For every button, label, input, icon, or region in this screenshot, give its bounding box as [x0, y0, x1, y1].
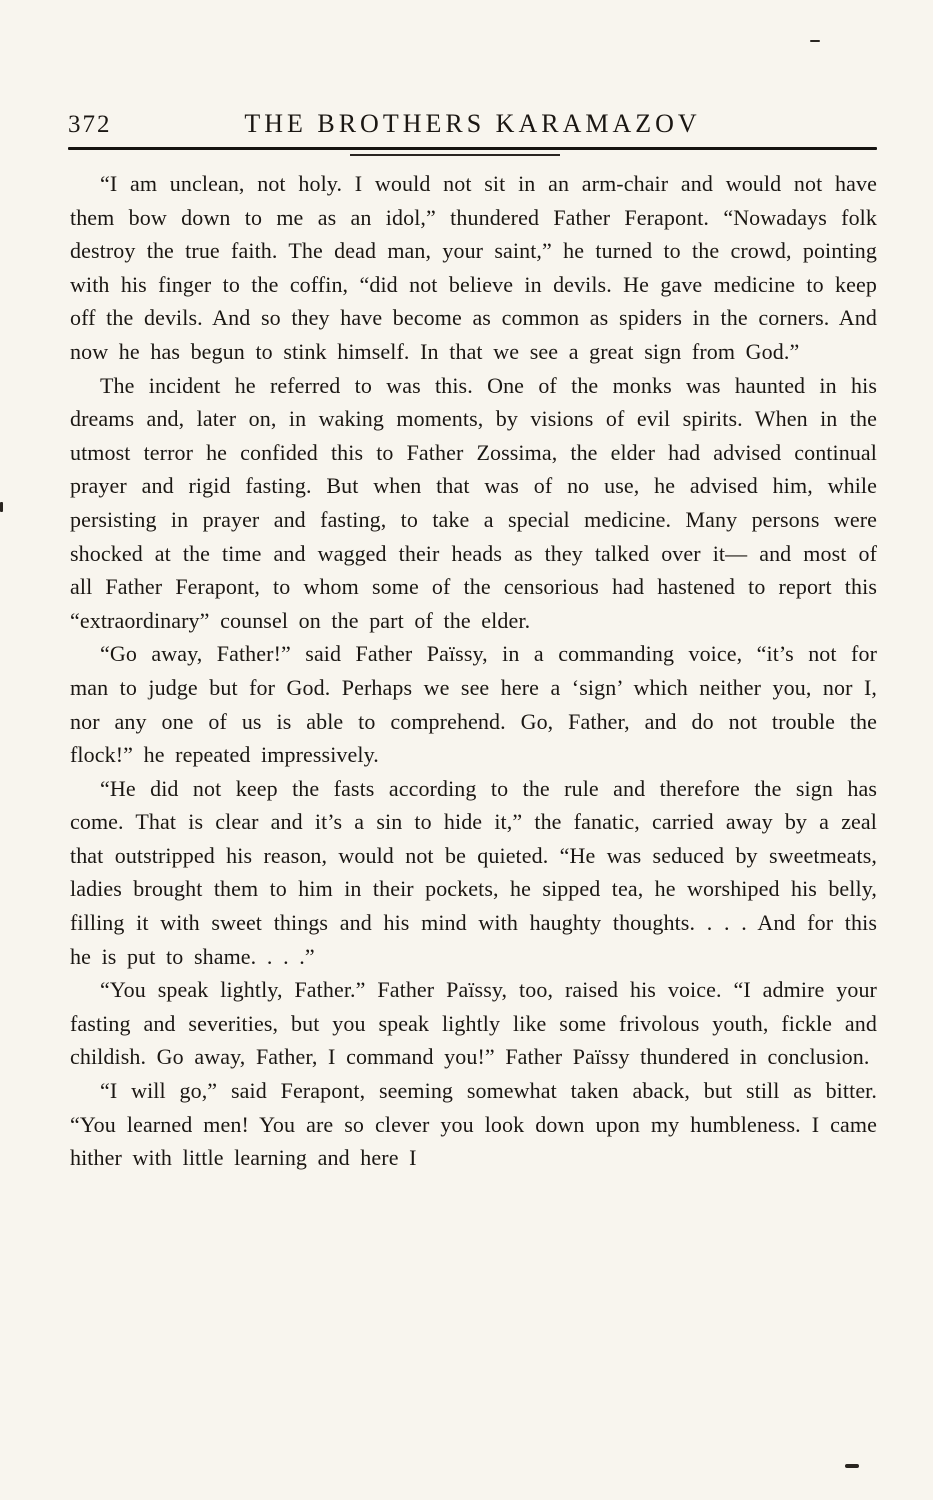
header-rule-double-stroke [350, 154, 560, 156]
paragraph-1: “I am unclean, not holy. I would not sit in an arm-chair and would not have them bow down to me as an idol,” thundered Father Ferapont. “Nowadays folk destroy the true faith. The dead man, your saint,” he turned to the crowd, pointing with his finger to the coffin, “did not believe in devils. He gave medicine to keep off the devils. And so they have become as common as spiders in the corners. And now he has begun to stink himself. In that we see a great sign from God.” [70, 171, 877, 364]
scan-speck-top-right [810, 40, 820, 42]
page-text [70, 167, 877, 1175]
paragraph-4: “He did not keep the fasts according to the rule and therefore the sign has come. That is clear and it’s a sin to hide it,” the fanatic, carried away by a zeal that outstripped his reason, would not be quieted. “He was seduced by sweetmeats, ladies brought them to him in their pockets, he sipped tea, he worshiped his belly, filling it with sweet things and his mind with haughty thoughts. . . . And for this he is put to shame. . . .” [70, 775, 877, 969]
scan-speck-bottom-right [845, 1464, 859, 1468]
page-number: 372 [68, 111, 112, 138]
scan-speck-left-edge [0, 502, 3, 512]
running-head [68, 103, 877, 139]
paragraph-5: “You speak lightly, Father.” Father Païssy, too, raised his voice. “I admire your fasting and severities, but you speak lightly like some frivolous youth, fickle and childish. Go away, Father, I command you!” Father Païssy thundered in conclusion. [70, 977, 877, 1070]
header-rule [68, 147, 877, 150]
book-title: THE BROTHERS KARAMAZOV [244, 109, 701, 138]
paragraph-6: “I will go,” said Ferapont, seeming somewhat taken aback, but still as bitter. “You learned men! You are so clever you look down upon my humbleness. I came hither with little learning and here I [70, 1078, 877, 1171]
paragraph-2: The incident he referred to was this. One of the monks was haunted in his dreams and, later on, in waking moments, by visions of evil spirits. When in the utmost terror he confided this to Father Zossima, the elder had advised continual prayer and rigid fasting. But when that was of no use, he advised him, while persisting in prayer and fasting, to take a special medicine. Many persons were shocked at the time and wagged their heads as they talked over it— and most of all Father Ferapont, to whom some of the censorious had hastened to report this “extraordinary” counsel on the part of the elder. [70, 372, 877, 633]
paragraph-3: “Go away, Father!” said Father Païssy, in a commanding voice, “it’s not for man to judge but for God. Perhaps we see here a ‘sign’ which neither you, nor I, nor any one of us is able to comprehend. Go, Father, and do not trouble the flock!” he repeated impressively. [70, 641, 877, 768]
